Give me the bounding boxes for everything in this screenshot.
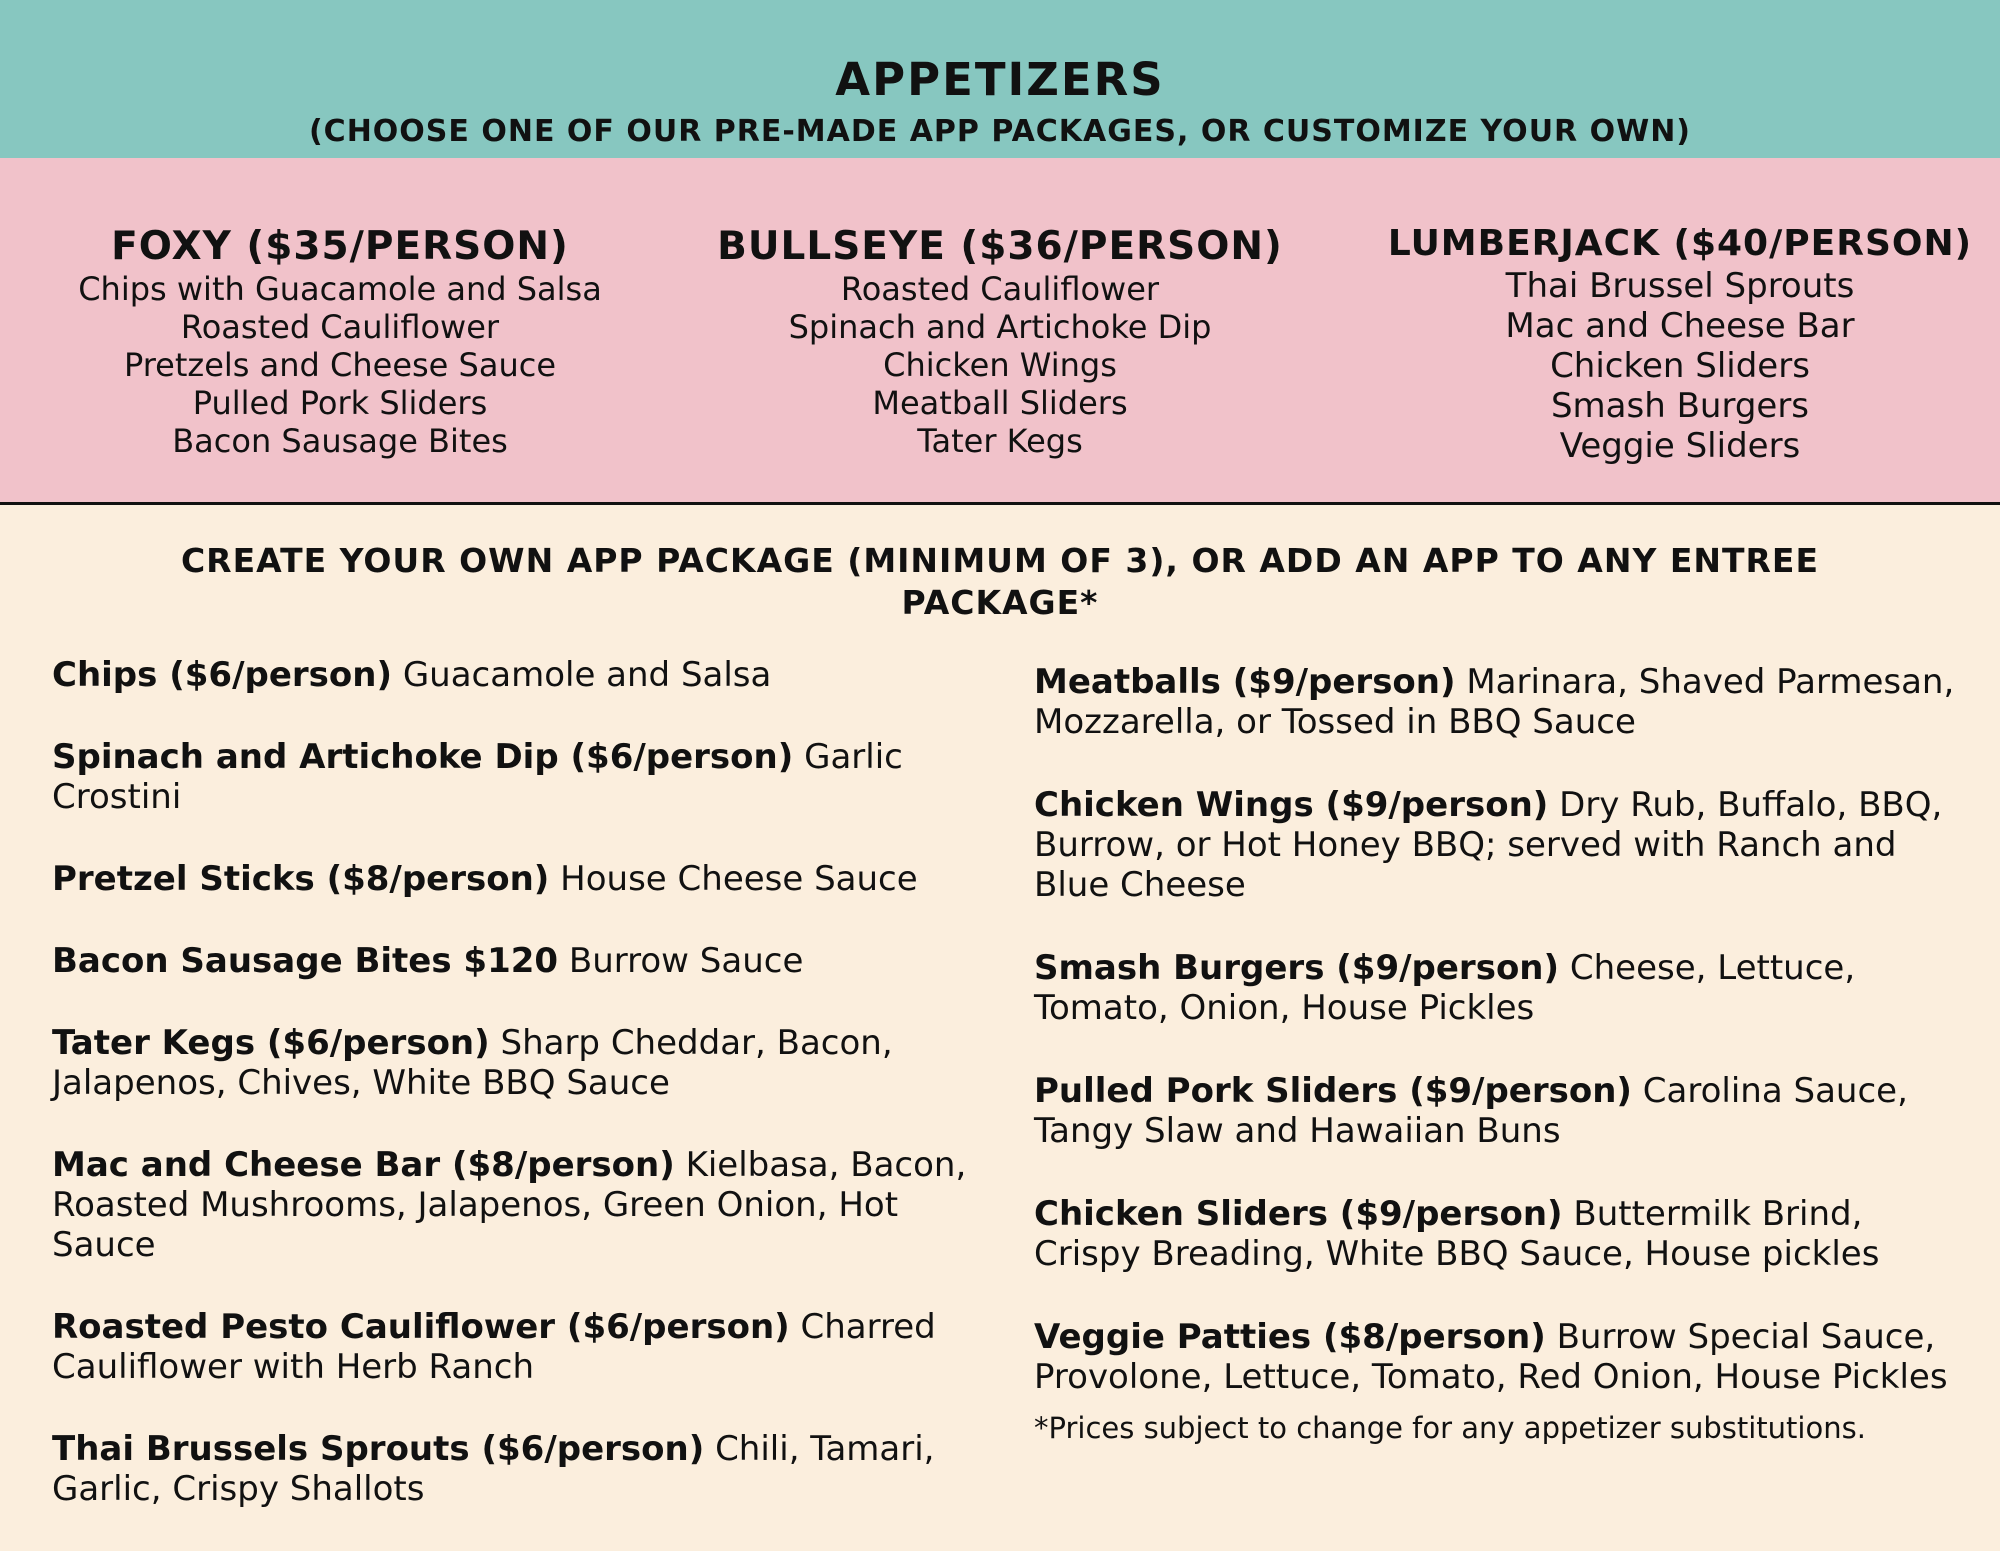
menu-item-desc: House Cheese Sauce (560, 859, 918, 899)
package-name: FOXY ($35/PERSON) (111, 224, 569, 269)
menu-item (52, 737, 972, 817)
menu-item-name: Pretzel Sticks ($8/person) (52, 859, 550, 899)
package-item: Chicken Wings (883, 346, 1117, 384)
custom-heading-line: PACKAGE* (901, 583, 1099, 622)
menu-item-name: Bacon Sausage Bites $120 (52, 941, 559, 981)
menu-item (52, 1023, 972, 1103)
package-item: Meatball Sliders (872, 384, 1128, 422)
package-name: BULLSEYE ($36/PERSON) (717, 224, 1283, 269)
menu-item (52, 1429, 972, 1509)
menu-item-name: Pulled Pork Sliders ($9/person) (1034, 1071, 1632, 1111)
package-item: Tater Kegs (917, 422, 1083, 460)
menu-item-desc: Carolina Sauce, Tangy Slaw and Hawaiian Buns (1034, 1071, 1908, 1151)
menu-item-desc: Garlic Crostini (52, 737, 903, 817)
menu-item-desc: Burrow Special Sauce, Provolone, Lettuce, Tomato, Red Onion, House Pickles (1034, 1317, 1948, 1397)
package-item: Chicken Sliders (1550, 346, 1810, 386)
package-item: Mac and Cheese Bar (1505, 306, 1855, 346)
menu-item (1034, 948, 1964, 1028)
page-title: APPETIZERS (835, 53, 1165, 106)
package-item: Roasted Cauliflower (840, 270, 1160, 308)
menu-item-desc: Burrow Sauce (568, 941, 804, 981)
menu-item-name: Chips ($6/person) (52, 655, 392, 695)
menu-item-desc: Dry Rub, Buffalo, BBQ, Burrow, or Hot Honey BBQ; served with Ranch and Blue Cheese (1034, 785, 1943, 905)
menu-item-desc: Buttermilk Brind, Crispy Breading, White BBQ Sauce, House pickles (1034, 1194, 1880, 1274)
menu-item-desc: Charred Cauliflower with Herb Ranch (52, 1307, 936, 1387)
custom-heading-line: CREATE YOUR OWN APP PACKAGE (MINIMUM OF 3), OR ADD AN APP TO ANY ENTREE (180, 541, 1820, 580)
menu-item-name: Mac and Cheese Bar ($8/person) (52, 1145, 675, 1185)
menu-item-desc: Marinara, Shaved Parmesan, Mozzarella, or Tossed in BBQ Sauce (1034, 662, 1955, 742)
package-item: Chips with Guacamole and Salsa (78, 270, 602, 308)
package-item: Bacon Sausage Bites (172, 422, 508, 460)
package-item: Thai Brussel Sprouts (1505, 266, 1855, 306)
menu-item (1034, 785, 1964, 905)
menu-item (52, 859, 972, 899)
package-item: Roasted Cauliflower (180, 308, 500, 346)
menu-item-name: Chicken Wings ($9/person) (1034, 785, 1549, 825)
menu-item-name: Veggie Patties ($8/person) (1034, 1317, 1546, 1357)
package-item: Veggie Sliders (1559, 426, 1801, 466)
menu-item-name: Tater Kegs ($6/person) (52, 1023, 490, 1063)
menu-item (52, 655, 972, 695)
menu-item-desc: Guacamole and Salsa (402, 655, 772, 695)
package-foxy (40, 224, 640, 460)
appetizer-list-left (52, 655, 972, 1551)
menu-item-name: Roasted Pesto Cauliflower ($6/person) (52, 1307, 790, 1347)
menu-item-desc: Kielbasa, Bacon, Roasted Mushrooms, Jalapenos, Green Onion, Hot Sauce (52, 1145, 967, 1265)
package-lumberjack (1370, 222, 1990, 466)
menu-item-desc: Cheese, Lettuce, Tomato, Onion, House Pickles (1034, 948, 1856, 1028)
menu-item-name: Thai Brussels Sprouts ($6/person) (52, 1429, 705, 1469)
footnote: *Prices subject to change for any appetizer substitutions. (1034, 1411, 1866, 1445)
package-item: Spinach and Artichoke Dip (788, 308, 1212, 346)
menu-item (1034, 1071, 1964, 1151)
menu-item (1034, 662, 1964, 742)
package-item: Pretzels and Cheese Sauce (123, 346, 557, 384)
menu-item (1034, 1317, 1964, 1397)
page-subtitle: (CHOOSE ONE OF OUR PRE-MADE APP PACKAGES, OR CUSTOMIZE YOUR OWN) (308, 114, 1692, 149)
menu-item (52, 941, 972, 981)
menu-item-name: Meatballs ($9/person) (1034, 662, 1456, 702)
packages-section (0, 158, 2000, 505)
package-item: Pulled Pork Sliders (192, 384, 488, 422)
menu-item-desc: Sharp Cheddar, Bacon, Jalapenos, Chives, White BBQ Sauce (52, 1023, 893, 1103)
custom-package-heading (100, 540, 1900, 624)
appetizer-list-right (1034, 662, 1964, 1446)
menu-item-desc: Chili, Tamari, Garlic, Crispy Shallots (52, 1429, 935, 1509)
menu-item (52, 1307, 972, 1387)
menu-item-name: Chicken Sliders ($9/person) (1034, 1194, 1563, 1234)
menu-item (52, 1145, 972, 1265)
menu-item (1034, 1194, 1964, 1274)
package-item: Smash Burgers (1550, 386, 1810, 426)
menu-item-name: Spinach and Artichoke Dip ($6/person) (52, 737, 794, 777)
menu-item-name: Smash Burgers ($9/person) (1034, 948, 1560, 988)
package-name: LUMBERJACK ($40/PERSON) (1387, 223, 1973, 264)
header-banner (0, 0, 2000, 158)
package-bullseye (700, 224, 1300, 460)
